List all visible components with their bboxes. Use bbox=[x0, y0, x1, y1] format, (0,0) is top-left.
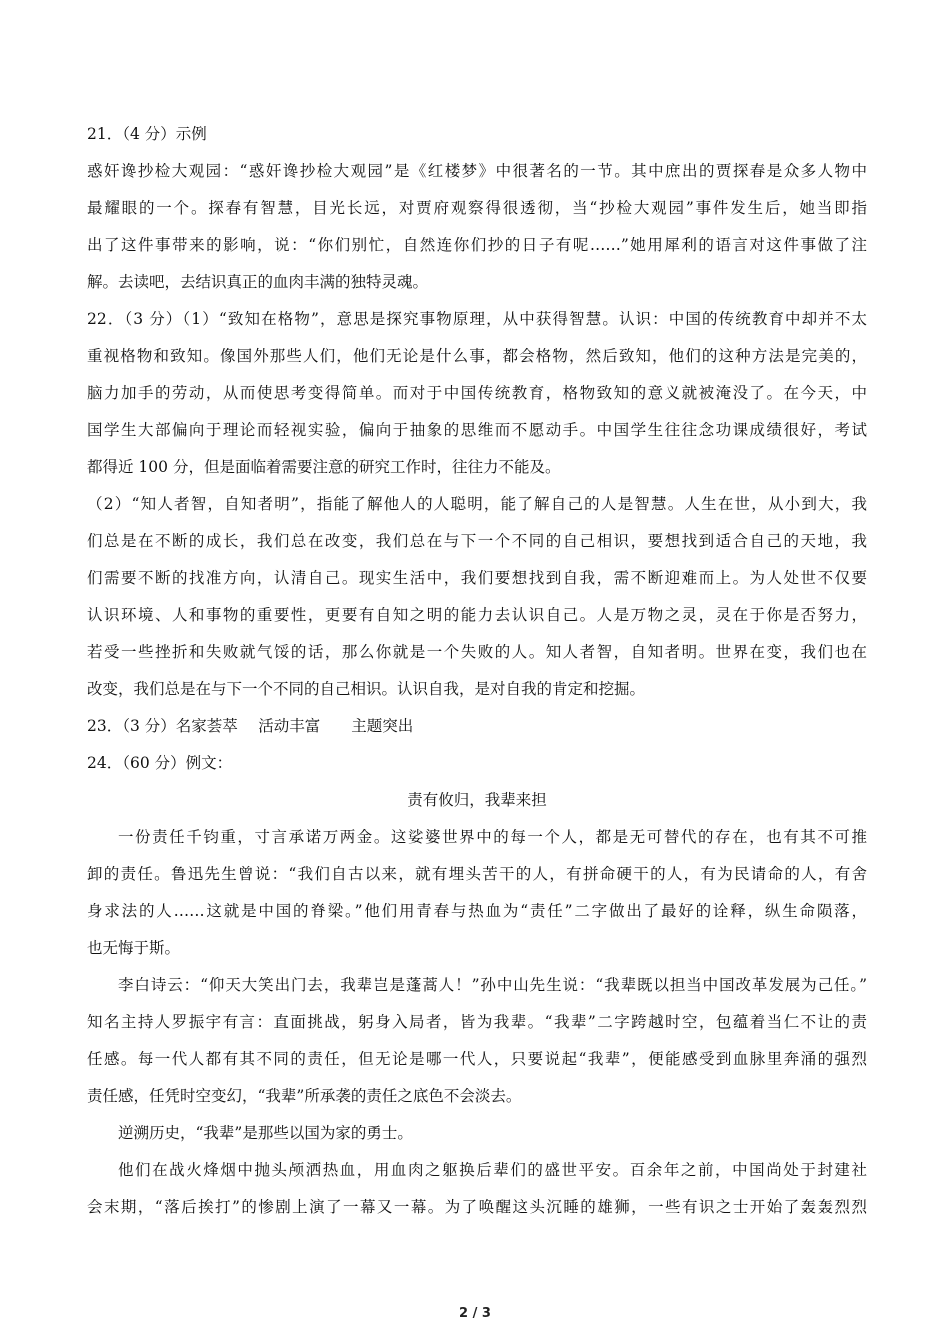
text-line: 一份责任千钧重，寸言承诺万两金。这娑婆世界中的每一个人，都是无可替代的存在，也有其不可推 bbox=[118, 828, 867, 846]
text-line: 解。去读吧，去结识真正的血肉丰满的独特灵魂。 bbox=[87, 273, 429, 291]
text-line: 李白诗云：“仰天大笑出门去，我辈岂是蓬蒿人！”孙中山先生说：“我辈既以担当中国改革发展为己任。” bbox=[118, 976, 867, 994]
text-line: 21．（4 分）示例 bbox=[87, 125, 207, 143]
text-line: 重视格物和致知。像国外那些人们，他们无论是什么事，都会格物，然后致知，他们的这种方法是完美的， bbox=[87, 347, 867, 365]
text-line: 国学生大部偏向于理论而轻视实验，偏向于抽象的思维而不愿动手。中国学生往往念功课成绩很好，考试 bbox=[87, 421, 867, 439]
text-line: 脑力加手的劳动，从而使思考变得简单。而对于中国传统教育，格物致知的意义就被淹没了。在今天，中 bbox=[87, 384, 867, 402]
text-line: 22．（3 分）（1）“致知在格物”，意思是探究事物原理，从中获得智慧。认识：中国的传统教育中却并不太 bbox=[87, 310, 867, 328]
essay-title: 责有攸归，我辈来担 bbox=[407, 791, 547, 809]
text-line: 都得近 100 分，但是面临着需要注意的研究工作时，往往力不能及。 bbox=[87, 458, 561, 476]
text-line: 们需要不断的找准方向，认清自己。现实生活中，我们要想找到自我，需不断迎难而上。为人处世不仅要 bbox=[87, 569, 867, 587]
text-line: （2）“知人者智，自知者明”，指能了解他人的人聪明，能了解自己的人是智慧。人生在世，从小到大，我 bbox=[87, 495, 867, 513]
text-line: 任感。每一代人都有其不同的责任，但无论是哪一代人，只要说起“我辈”，便能感受到血脉里奔涌的强烈 bbox=[87, 1050, 867, 1068]
text-line: 惑奸谗抄检大观园：“惑奸谗抄检大观园”是《红楼梦》中很著名的一节。其中庶出的贾探春是众多人物中 bbox=[87, 162, 867, 180]
text-line: 改变，我们总是在与下一个不同的自己相识。认识自我，是对自我的肯定和挖掘。 bbox=[87, 680, 646, 698]
document-body bbox=[87, 116, 867, 1226]
text-line: 23．（3 分）名家荟萃 活动丰富 主题突出 bbox=[87, 717, 414, 735]
text-line: 知名主持人罗振宇有言：直面挑战，躬身入局者，皆为我辈。“我辈”二字跨越时空，包蕴着当仁不让的责 bbox=[87, 1013, 867, 1031]
text-line: 24．（60 分）例文： bbox=[87, 754, 233, 772]
text-line: 们总是在不断的成长，我们总在改变，我们总在与下一个不同的自己相识，要想找到适合自己的天地，我 bbox=[87, 532, 867, 550]
text-line: 最耀眼的一个。探春有智慧，目光长远，对贾府观察得很透彻，当“抄检大观园”事件发生后，她当即指 bbox=[87, 199, 867, 217]
page-number: 2 / 3 bbox=[459, 1306, 491, 1321]
text-line: 身求法的人……这就是中国的脊梁。”他们用青春与热血为“责任”二字做出了最好的诠释，纵生命陨落， bbox=[87, 902, 867, 920]
text-line: 若受一些挫折和失败就气馁的话，那么你就是一个失败的人。知人者智，自知者明。世界在变，我们也在 bbox=[87, 643, 867, 661]
text-line: 认识环境、人和事物的重要性，更要有自知之明的能力去认识自己。人是万物之灵，灵在于你是否努力， bbox=[87, 606, 867, 624]
text-line: 出了这件事带来的影响，说：“你们别忙，自然连你们抄的日子有呢……”她用犀利的语言对这件事做了注 bbox=[87, 236, 867, 254]
text-line: 责任感，任凭时空变幻，“我辈”所承袭的责任之底色不会淡去。 bbox=[87, 1087, 522, 1105]
text-line: 会末期，“落后挨打”的惨剧上演了一幕又一幕。为了唤醒这头沉睡的雄狮，一些有识之士开始了轰轰烈烈 bbox=[87, 1198, 867, 1216]
text-line: 卸的责任。鲁迅先生曾说：“我们自古以来，就有埋头苦干的人，有拼命硬干的人，有为民请命的人，有舍 bbox=[87, 865, 867, 883]
text-line: 逆溯历史，“我辈”是那些以国为家的勇士。 bbox=[118, 1124, 413, 1142]
text-line: 他们在战火烽烟中抛头颅洒热血，用血肉之躯换后辈们的盛世平安。百余年之前，中国尚处于封建社 bbox=[118, 1161, 867, 1179]
text-line: 也无悔于斯。 bbox=[87, 939, 181, 957]
